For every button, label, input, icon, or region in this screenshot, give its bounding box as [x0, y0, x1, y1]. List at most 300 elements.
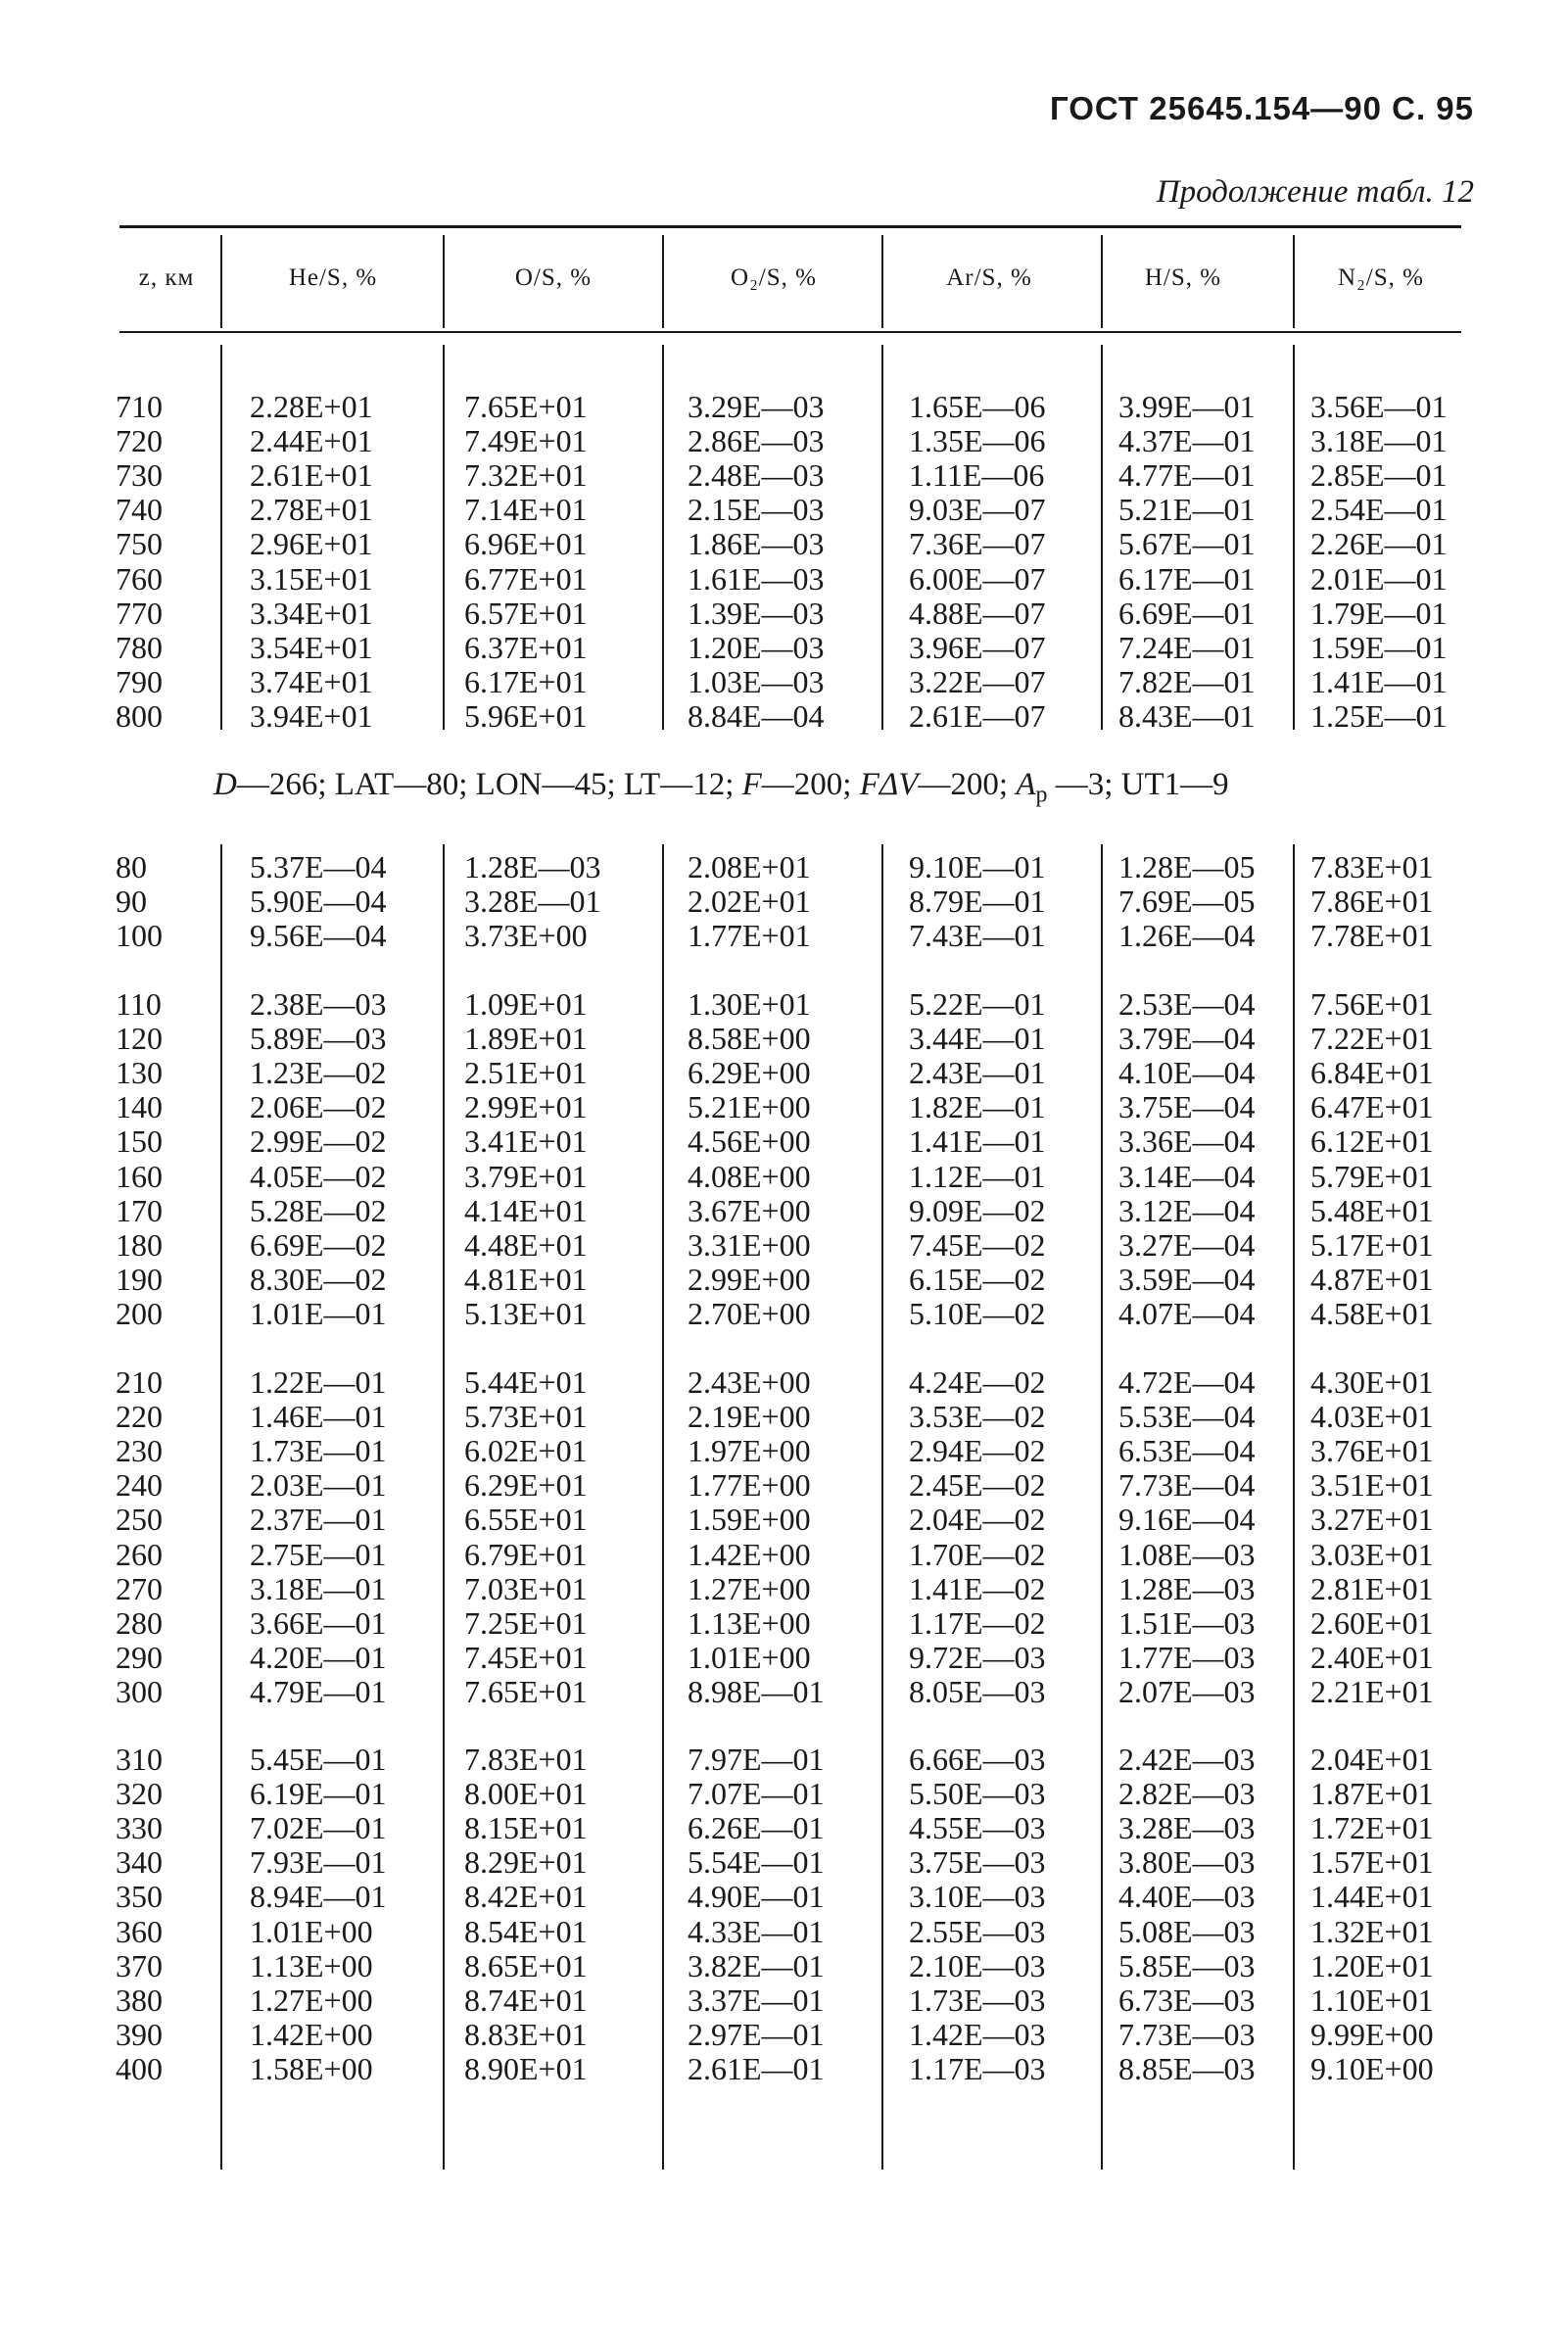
value-cell: 2.78E+01: [250, 492, 373, 528]
value-cell: 1.08E—03: [1118, 1536, 1256, 1572]
value-cell: 8.98E—01: [688, 1673, 825, 1709]
value-cell: 1.01E+00: [688, 1639, 811, 1675]
value-cell: 2.48E—03: [688, 457, 825, 494]
value-cell: 5.90E—04: [250, 884, 387, 920]
altitude-cell: 250: [116, 1502, 163, 1538]
value-cell: 3.74E+01: [250, 663, 373, 699]
altitude-cell: 770: [116, 595, 163, 631]
value-cell: 1.27E+00: [250, 1982, 373, 2018]
altitude-cell: 740: [116, 492, 163, 528]
altitude-cell: 280: [116, 1604, 163, 1641]
value-cell: 7.45E—02: [909, 1226, 1046, 1263]
caption-a-symbol: A: [1016, 767, 1036, 802]
value-cell: 7.86E+01: [1310, 884, 1434, 920]
altitude-cell: 330: [116, 1810, 163, 1846]
value-cell: 8.29E+01: [464, 1844, 588, 1881]
value-cell: 1.03E—03: [688, 663, 825, 699]
value-cell: 1.01E—01: [250, 1295, 387, 1331]
value-cell: 1.86E—03: [688, 526, 825, 562]
value-cell: 2.51E+01: [464, 1055, 588, 1091]
value-cell: 8.79E—01: [909, 884, 1046, 920]
value-cell: 7.97E—01: [688, 1742, 825, 1777]
value-cell: 3.82E—01: [688, 1947, 825, 1983]
value-cell: 1.57E+01: [1310, 1844, 1434, 1881]
value-cell: 9.10E—01: [909, 849, 1046, 884]
value-cell: 1.73E—03: [909, 1982, 1046, 2018]
altitude-cell: 300: [116, 1673, 163, 1709]
value-cell: 6.17E—01: [1118, 560, 1256, 597]
value-cell: 1.51E—03: [1118, 1604, 1256, 1641]
altitude-cell: 210: [116, 1364, 163, 1400]
value-cell: 2.54E—01: [1310, 492, 1448, 528]
altitude-cell: 120: [116, 1021, 163, 1057]
caption-a-subscript: p: [1035, 782, 1048, 808]
altitude-cell: 230: [116, 1433, 163, 1469]
value-cell: 6.17E+01: [464, 663, 588, 699]
value-cell: 5.37E—04: [250, 849, 387, 884]
value-cell: 2.37E—01: [250, 1502, 387, 1538]
altitude-cell: 270: [116, 1570, 163, 1606]
value-cell: 6.79E+01: [464, 1536, 588, 1572]
altitude-cell: 80: [116, 849, 147, 884]
value-cell: 3.41E+01: [464, 1123, 588, 1160]
value-cell: 3.66E—01: [250, 1604, 387, 1641]
value-cell: 5.85E—03: [1118, 1947, 1256, 1983]
value-cell: 9.99E+00: [1310, 2016, 1434, 2052]
table-header-rule: [119, 331, 1461, 333]
value-cell: 4.88E—07: [909, 595, 1046, 631]
value-cell: 6.19E—01: [250, 1776, 387, 1812]
value-cell: 2.02E+01: [688, 884, 811, 920]
value-cell: 4.07E—04: [1118, 1295, 1256, 1331]
value-cell: 5.67E—01: [1118, 526, 1256, 562]
altitude-cell: 130: [116, 1055, 163, 1091]
value-cell: 3.79E—04: [1118, 1021, 1256, 1057]
value-cell: 6.02E+01: [464, 1433, 588, 1469]
value-cell: 3.76E+01: [1310, 1433, 1434, 1469]
value-cell: 2.75E—01: [250, 1536, 387, 1572]
value-cell: 4.33E—01: [688, 1913, 825, 1949]
column-divider: [881, 345, 883, 730]
value-cell: 1.77E+01: [688, 918, 811, 954]
table-continuation-label: Продолжение табл. 12: [1156, 174, 1474, 210]
value-cell: 1.20E—03: [688, 629, 825, 665]
value-cell: 7.82E—01: [1118, 663, 1256, 699]
column-header: H/S, %: [1144, 264, 1222, 291]
value-cell: 3.75E—04: [1118, 1089, 1256, 1125]
value-cell: 8.30E—02: [250, 1261, 387, 1297]
value-cell: 1.12E—01: [909, 1158, 1046, 1194]
value-cell: 2.43E+00: [688, 1364, 811, 1400]
value-cell: 8.94E—01: [250, 1879, 387, 1915]
value-cell: 5.22E—01: [909, 986, 1046, 1022]
value-cell: 8.05E—03: [909, 1673, 1046, 1709]
value-cell: 4.24E—02: [909, 1364, 1046, 1400]
value-cell: 7.03E+01: [464, 1570, 588, 1606]
value-cell: 5.10E—02: [909, 1295, 1046, 1331]
value-cell: 3.14E—04: [1118, 1158, 1256, 1194]
value-cell: 5.21E—01: [1118, 492, 1256, 528]
value-cell: 7.36E—07: [909, 526, 1046, 562]
altitude-cell: 90: [116, 884, 147, 920]
value-cell: 2.60E+01: [1310, 1604, 1434, 1641]
value-cell: 9.56E—04: [250, 918, 387, 954]
altitude-cell: 240: [116, 1467, 163, 1504]
value-cell: 8.90E+01: [464, 2050, 588, 2086]
value-cell: 6.29E+01: [464, 1467, 588, 1504]
value-cell: 9.16E—04: [1118, 1502, 1256, 1538]
value-cell: 5.48E+01: [1310, 1192, 1434, 1228]
column-header: Ar/S, %: [946, 264, 1032, 291]
value-cell: 3.22E—07: [909, 663, 1046, 699]
value-cell: 5.45E—01: [250, 1742, 387, 1777]
column-divider: [1293, 235, 1295, 328]
value-cell: 4.03E+01: [1310, 1399, 1434, 1435]
value-cell: 6.84E+01: [1310, 1055, 1434, 1091]
value-cell: 8.58E+00: [688, 1021, 811, 1057]
value-cell: 5.79E+01: [1310, 1158, 1434, 1194]
value-cell: 1.28E—03: [1118, 1570, 1256, 1606]
altitude-cell: 170: [116, 1192, 163, 1228]
value-cell: 1.17E—03: [909, 2050, 1046, 2086]
value-cell: 1.22E—01: [250, 1364, 387, 1400]
value-cell: 2.10E—03: [909, 1947, 1046, 1983]
value-cell: 3.36E—04: [1118, 1123, 1256, 1160]
value-cell: 6.73E—03: [1118, 1982, 1256, 2018]
value-cell: 5.50E—03: [909, 1776, 1046, 1812]
standard-reference: ГОСТ 25645.154—90 С. 95: [1049, 90, 1474, 126]
value-cell: 4.40E—03: [1118, 1879, 1256, 1915]
value-cell: 8.42E+01: [464, 1879, 588, 1915]
altitude-cell: 320: [116, 1776, 163, 1812]
value-cell: 5.17E+01: [1310, 1226, 1434, 1263]
value-cell: 1.32E+01: [1310, 1913, 1434, 1949]
value-cell: 1.61E—03: [688, 560, 825, 597]
altitude-cell: 400: [116, 2050, 163, 2086]
value-cell: 9.09E—02: [909, 1192, 1046, 1228]
column-divider: [220, 235, 222, 328]
value-cell: 2.86E—03: [688, 423, 825, 459]
altitude-cell: 290: [116, 1639, 163, 1675]
value-cell: 1.97E+00: [688, 1433, 811, 1469]
value-cell: 1.42E—03: [909, 2016, 1046, 2052]
altitude-cell: 390: [116, 2016, 163, 2052]
value-cell: 1.41E—01: [1310, 663, 1448, 699]
value-cell: 1.23E—02: [250, 1055, 387, 1091]
value-cell: 6.66E—03: [909, 1742, 1046, 1777]
value-cell: 4.37E—01: [1118, 423, 1256, 459]
value-cell: 5.53E—04: [1118, 1399, 1256, 1435]
value-cell: 1.13E+00: [688, 1604, 811, 1641]
value-cell: 2.04E+01: [1310, 1742, 1434, 1777]
value-cell: 7.65E+01: [464, 1673, 588, 1709]
table-top-rule: [119, 225, 1461, 228]
value-cell: 2.45E—02: [909, 1467, 1046, 1504]
altitude-cell: 260: [116, 1536, 163, 1572]
caption-d-symbol: D: [214, 767, 237, 802]
value-cell: 2.21E+01: [1310, 1673, 1434, 1709]
value-cell: 4.10E—04: [1118, 1055, 1256, 1091]
value-cell: 2.61E—07: [909, 697, 1046, 734]
value-cell: 3.18E—01: [250, 1570, 387, 1606]
value-cell: 2.40E+01: [1310, 1639, 1434, 1675]
column-divider: [1101, 345, 1103, 730]
value-cell: 1.26E—04: [1118, 918, 1256, 954]
value-cell: 2.43E—01: [909, 1055, 1046, 1091]
altitude-cell: 150: [116, 1123, 163, 1160]
value-cell: 1.87E+01: [1310, 1776, 1434, 1812]
value-cell: 7.43E—01: [909, 918, 1046, 954]
value-cell: 3.29E—03: [688, 389, 825, 424]
altitude-cell: 110: [116, 986, 162, 1022]
altitude-cell: 160: [116, 1158, 163, 1194]
value-cell: 5.96E+01: [464, 697, 588, 734]
value-cell: 2.28E+01: [250, 389, 373, 424]
value-cell: 8.74E+01: [464, 1982, 588, 2018]
column-divider: [1293, 844, 1295, 2170]
value-cell: 3.67E+00: [688, 1192, 811, 1228]
value-cell: 2.26E—01: [1310, 526, 1448, 562]
value-cell: 3.03E+01: [1310, 1536, 1434, 1572]
value-cell: 4.87E+01: [1310, 1261, 1434, 1297]
value-cell: 7.02E—01: [250, 1810, 387, 1846]
value-cell: 1.42E+00: [688, 1536, 811, 1572]
value-cell: 8.83E+01: [464, 2016, 588, 2052]
value-cell: 2.99E—02: [250, 1123, 387, 1160]
value-cell: 2.01E—01: [1310, 560, 1448, 597]
altitude-cell: 750: [116, 526, 163, 562]
value-cell: 3.44E—01: [909, 1021, 1046, 1057]
value-cell: 7.69E—05: [1118, 884, 1256, 920]
value-cell: 1.39E—03: [688, 595, 825, 631]
altitude-cell: 190: [116, 1261, 163, 1297]
value-cell: 6.69E—01: [1118, 595, 1256, 631]
caption-f-value: —200;: [761, 767, 860, 802]
value-cell: 6.26E—01: [688, 1810, 825, 1846]
value-cell: 8.15E+01: [464, 1810, 588, 1846]
value-cell: 2.61E—01: [688, 2050, 825, 2086]
value-cell: 4.77E—01: [1118, 457, 1256, 494]
value-cell: 3.99E—01: [1118, 389, 1256, 424]
value-cell: 6.57E+01: [464, 595, 588, 631]
value-cell: 5.73E+01: [464, 1399, 588, 1435]
column-header: O₂/S, %: [731, 264, 817, 291]
value-cell: 1.79E—01: [1310, 595, 1448, 631]
value-cell: 3.27E—04: [1118, 1226, 1256, 1263]
value-cell: 3.75E—03: [909, 1844, 1046, 1881]
value-cell: 1.46E—01: [250, 1399, 387, 1435]
value-cell: 6.55E+01: [464, 1502, 588, 1538]
value-cell: 1.09E+01: [464, 986, 588, 1022]
value-cell: 1.13E+00: [250, 1947, 373, 1983]
value-cell: 1.72E+01: [1310, 1810, 1434, 1846]
altitude-cell: 380: [116, 1982, 163, 2018]
caption-fdv-value: —200;: [918, 767, 1017, 802]
value-cell: 2.03E—01: [250, 1467, 387, 1504]
caption-d-value: —266; LAT—80; LON—45; LT—12;: [236, 767, 742, 802]
value-cell: 8.43E—01: [1118, 697, 1256, 734]
altitude-cell: 710: [116, 389, 163, 424]
value-cell: 4.81E+01: [464, 1261, 588, 1297]
column-divider: [220, 345, 222, 730]
value-cell: 6.53E—04: [1118, 1433, 1256, 1469]
value-cell: 3.31E+00: [688, 1226, 811, 1263]
value-cell: 3.12E—04: [1118, 1192, 1256, 1228]
value-cell: 3.28E—03: [1118, 1810, 1256, 1846]
value-cell: 5.54E—01: [688, 1844, 825, 1881]
value-cell: 1.11E—06: [909, 457, 1045, 494]
value-cell: 3.94E+01: [250, 697, 373, 734]
altitude-cell: 780: [116, 629, 163, 665]
value-cell: 2.08E+01: [688, 849, 811, 884]
altitude-cell: 790: [116, 663, 163, 699]
value-cell: 4.55E—03: [909, 1810, 1046, 1846]
value-cell: 3.56E—01: [1310, 389, 1448, 424]
value-cell: 2.99E+01: [464, 1089, 588, 1125]
value-cell: 3.53E—02: [909, 1399, 1046, 1435]
value-cell: 9.72E—03: [909, 1639, 1046, 1675]
value-cell: 3.79E+01: [464, 1158, 588, 1194]
value-cell: 7.83E+01: [464, 1742, 588, 1777]
value-cell: 1.89E+01: [464, 1021, 588, 1057]
column-divider: [443, 345, 445, 730]
value-cell: 1.58E+00: [250, 2050, 373, 2086]
value-cell: 6.69E—02: [250, 1226, 387, 1263]
value-cell: 3.37E—01: [688, 1982, 825, 2018]
value-cell: 2.61E+01: [250, 457, 373, 494]
value-cell: 1.01E+00: [250, 1913, 373, 1949]
value-cell: 2.15E—03: [688, 492, 825, 528]
column-divider: [443, 235, 445, 328]
column-divider: [1293, 345, 1295, 730]
value-cell: 1.59E+00: [688, 1502, 811, 1538]
value-cell: 3.15E+01: [250, 560, 373, 597]
column-header: z, км: [138, 264, 195, 291]
value-cell: 8.85E—03: [1118, 2050, 1256, 2086]
altitude-cell: 760: [116, 560, 163, 597]
altitude-cell: 100: [116, 918, 163, 954]
altitude-cell: 720: [116, 423, 163, 459]
column-divider: [220, 844, 222, 2170]
value-cell: 1.42E+00: [250, 2016, 373, 2052]
value-cell: 2.07E—03: [1118, 1673, 1256, 1709]
value-cell: 1.77E+00: [688, 1467, 811, 1504]
value-cell: 7.07E—01: [688, 1776, 825, 1812]
value-cell: 1.41E—02: [909, 1570, 1046, 1606]
value-cell: 2.97E—01: [688, 2016, 825, 2052]
value-cell: 7.14E+01: [464, 492, 588, 528]
value-cell: 4.72E—04: [1118, 1364, 1256, 1400]
value-cell: 2.06E—02: [250, 1089, 387, 1125]
value-cell: 2.38E—03: [250, 986, 387, 1022]
value-cell: 8.00E+01: [464, 1776, 588, 1812]
value-cell: 2.44E+01: [250, 423, 373, 459]
value-cell: 2.42E—03: [1118, 1742, 1256, 1777]
value-cell: 7.73E—03: [1118, 2016, 1256, 2052]
altitude-cell: 370: [116, 1947, 163, 1983]
value-cell: 5.13E+01: [464, 1295, 588, 1331]
value-cell: 7.24E—01: [1118, 629, 1256, 665]
value-cell: 3.28E—01: [464, 884, 601, 920]
value-cell: 1.17E—02: [909, 1604, 1046, 1641]
value-cell: 7.93E—01: [250, 1844, 387, 1881]
value-cell: 7.22E+01: [1310, 1021, 1434, 1057]
value-cell: 4.05E—02: [250, 1158, 387, 1194]
value-cell: 6.47E+01: [1310, 1089, 1434, 1125]
value-cell: 3.27E+01: [1310, 1502, 1434, 1538]
value-cell: 2.85E—01: [1310, 457, 1448, 494]
value-cell: 5.21E+00: [688, 1089, 811, 1125]
value-cell: 3.59E—04: [1118, 1261, 1256, 1297]
value-cell: 8.84E—04: [688, 697, 825, 734]
value-cell: 2.19E+00: [688, 1399, 811, 1435]
value-cell: 9.03E—07: [909, 492, 1046, 528]
value-cell: 2.82E—03: [1118, 1776, 1256, 1812]
value-cell: 4.79E—01: [250, 1673, 387, 1709]
value-cell: 4.30E+01: [1310, 1364, 1434, 1400]
value-cell: 6.00E—07: [909, 560, 1046, 597]
value-cell: 3.10E—03: [909, 1879, 1046, 1915]
value-cell: 3.54E+01: [250, 629, 373, 665]
altitude-cell: 360: [116, 1913, 163, 1949]
altitude-cell: 200: [116, 1295, 163, 1331]
column-header: N₂/S, %: [1338, 264, 1424, 291]
value-cell: 1.77E—03: [1118, 1639, 1256, 1675]
value-cell: 1.41E—01: [909, 1123, 1046, 1160]
column-divider: [1101, 235, 1103, 328]
value-cell: 4.08E+00: [688, 1158, 811, 1194]
value-cell: 1.70E—02: [909, 1536, 1046, 1572]
altitude-cell: 350: [116, 1879, 163, 1915]
value-cell: 7.56E+01: [1310, 986, 1434, 1022]
value-cell: 3.80E—03: [1118, 1844, 1256, 1881]
value-cell: 5.89E—03: [250, 1021, 387, 1057]
value-cell: 3.96E—07: [909, 629, 1046, 665]
altitude-cell: 180: [116, 1226, 163, 1263]
value-cell: 7.73E—04: [1118, 1467, 1256, 1504]
value-cell: 1.10E+01: [1310, 1982, 1434, 2018]
value-cell: 7.25E+01: [464, 1604, 588, 1641]
value-cell: 1.82E—01: [909, 1089, 1046, 1125]
value-cell: 8.54E+01: [464, 1913, 588, 1949]
altitude-cell: 340: [116, 1844, 163, 1881]
column-divider: [662, 844, 664, 2170]
caption-f-symbol: F: [741, 767, 762, 802]
value-cell: 2.55E—03: [909, 1913, 1046, 1949]
column-divider: [881, 844, 883, 2170]
value-cell: 6.29E+00: [688, 1055, 811, 1091]
value-cell: 4.90E—01: [688, 1879, 825, 1915]
caption-a-value: —3; UT1—9: [1047, 767, 1229, 802]
value-cell: 7.83E+01: [1310, 849, 1434, 884]
value-cell: 2.96E+01: [250, 526, 373, 562]
value-cell: 3.18E—01: [1310, 423, 1448, 459]
column-divider: [662, 345, 664, 730]
value-cell: 1.25E—01: [1310, 697, 1448, 734]
value-cell: 7.32E+01: [464, 457, 588, 494]
value-cell: 1.65E—06: [909, 389, 1046, 424]
value-cell: 6.15E—02: [909, 1261, 1046, 1297]
value-cell: 1.59E—01: [1310, 629, 1448, 665]
value-cell: 1.44E+01: [1310, 1879, 1434, 1915]
conditions-caption: [214, 767, 1229, 809]
value-cell: 2.04E—02: [909, 1502, 1046, 1538]
value-cell: 3.73E+00: [464, 918, 588, 954]
value-cell: 6.12E+01: [1310, 1123, 1434, 1160]
altitude-cell: 140: [116, 1089, 163, 1125]
value-cell: 7.49E+01: [464, 423, 588, 459]
value-cell: 4.20E—01: [250, 1639, 387, 1675]
